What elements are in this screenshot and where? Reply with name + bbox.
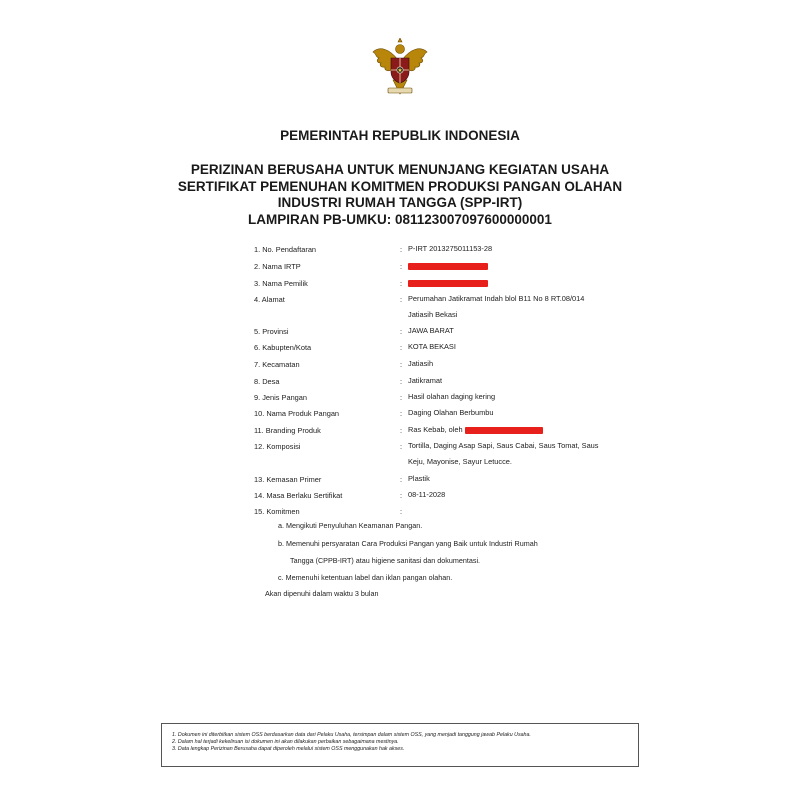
komitmen-note: Akan dipenuhi dalam waktu 3 bulan	[265, 589, 379, 598]
footer-note-3: 3. Data lengkap Perizinan Berusaha dapat diperoleh melalui sistem OSS menggunakan hak akses.	[172, 746, 405, 752]
field-colon: :	[400, 245, 403, 254]
field-value-line-1: Tortilla, Daging Asap Sapi, Saus Cabai, Saus Tomat, Saus	[408, 441, 599, 450]
field-value: Jatiasih	[408, 359, 434, 368]
field-value	[408, 438, 628, 469]
field-label: 11. Branding Produk	[254, 426, 321, 435]
field-label: 5. Provinsi	[254, 327, 289, 336]
title-line-2: SERTIFIKAT PEMENUHAN KOMITMEN PRODUKSI PANGAN OLAHAN	[177, 178, 623, 194]
field-colon: :	[400, 262, 403, 271]
field-colon: :	[400, 393, 403, 402]
title-line-3: INDUSTRI RUMAH TANGGA (SPP-IRT)	[277, 195, 523, 210]
field-colon: :	[400, 327, 403, 336]
field-label: 6. Kabupten/Kota	[254, 343, 312, 352]
field-value: Daging Olahan Berbumbu	[408, 408, 494, 417]
title-line-1: PERIZINAN BERUSAHA UNTUK MENUNJANG KEGIATAN USAHA	[190, 162, 610, 177]
field-colon: :	[400, 475, 403, 484]
field-value-line-1: Perumahan Jatikramat Indah blol B11 No 8 RT.08/014	[408, 294, 585, 303]
field-value: KOTA BEKASI	[408, 342, 456, 351]
field-value: 08-11-2028	[408, 490, 446, 499]
field-value: P-IRT 2013275011153-28	[408, 244, 493, 253]
field-value-redacted	[408, 275, 628, 291]
field-value: Hasil olahan daging kering	[408, 392, 496, 401]
field-label: 4. Alamat	[254, 295, 285, 304]
field-colon: :	[400, 377, 403, 386]
field-label: 15. Komitmen	[254, 507, 300, 516]
government-heading: PEMERINTAH REPUBLIK INDONESIA	[280, 128, 520, 143]
field-colon: :	[400, 343, 403, 352]
komitmen-item-c: c. Memenuhi ketentuan label dan iklan pangan olahan.	[278, 573, 453, 582]
field-colon: :	[400, 491, 403, 500]
field-label: 2. Nama IRTP	[254, 262, 301, 271]
field-colon: :	[400, 442, 403, 451]
field-label: 3. Nama Pemilik	[254, 279, 308, 288]
branding-redaction	[465, 427, 543, 434]
field-colon: :	[400, 279, 403, 288]
garuda-emblem-icon	[371, 38, 429, 98]
field-label: 8. Desa	[254, 377, 280, 386]
field-label: 14. Masa Berlaku Sertifikat	[254, 491, 343, 500]
komitmen-item-b-line-2: Tangga (CPPB-IRT) atau higiene sanitasi dan dokumentasi.	[290, 556, 481, 565]
field-colon: :	[400, 409, 403, 418]
field-label: 12. Komposisi	[254, 442, 301, 451]
field-colon: :	[400, 507, 403, 516]
title-line-4-lampiran: LAMPIRAN PB-UMKU: 081123007097600000001	[248, 211, 552, 227]
field-value: JAWA BARAT	[408, 326, 454, 335]
field-value-redacted	[408, 258, 628, 274]
field-value-line-2: Jatiasih Bekasi	[408, 309, 458, 319]
field-value: Plastik	[408, 474, 430, 483]
field-label: 13. Kemasan Primer	[254, 475, 322, 484]
footer-note-2: 2. Dalam hal terjadi kekeliruan isi dokumen ini akan dilakukan perbaikan sebagaimana mestinya.	[172, 739, 399, 745]
branding-text: Ras Kebab, oleh	[408, 425, 463, 434]
field-colon: :	[400, 295, 403, 304]
field-label: 9. Jenis Pangan	[254, 393, 308, 402]
document-title	[0, 162, 800, 228]
footer-note-1: 1. Dokumen ini diterbitkan sistem OSS berdasarkan data dari Pelaku Usaha, tersimpan dalam sistem OSS, yang menjadi tanggung jawab Pelaku Usaha.	[172, 732, 531, 738]
field-value	[408, 422, 628, 438]
field-colon: :	[400, 360, 403, 369]
footer-notes	[161, 723, 639, 767]
komitmen-item-b-line-1: b. Memenuhi persyaratan Cara Produksi Pangan yang Baik untuk Industri Rumah	[278, 539, 538, 548]
field-value	[408, 291, 628, 322]
field-value-line-2: Keju, Mayonise, Sayur Letucce.	[408, 456, 512, 466]
field-label: 7. Kecamatan	[254, 360, 300, 369]
field-label: 1. No. Pendaftaran	[254, 245, 317, 254]
field-colon: :	[400, 426, 403, 435]
field-label: 10. Nama Produk Pangan	[254, 409, 340, 418]
komitmen-item-a: a. Mengikuti Penyuluhan Keamanan Pangan.	[278, 521, 423, 530]
field-value: Jatikramat	[408, 376, 443, 385]
